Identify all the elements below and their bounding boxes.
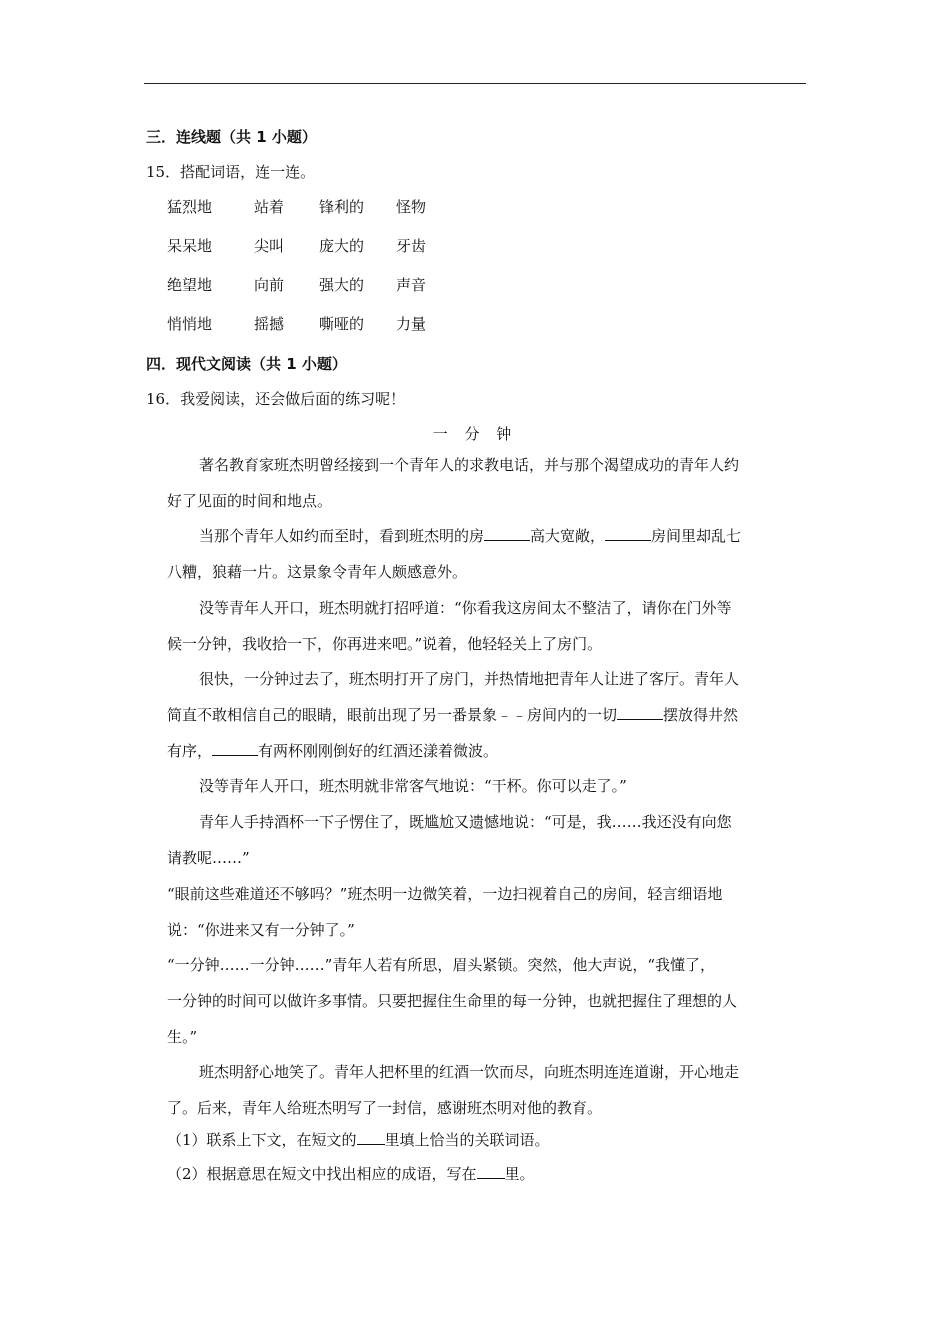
- text-line: 候一分钟，我收拾一下，你再进来吧。”说着，他轻轻关上了房门。: [167, 635, 603, 653]
- text-span: 里填上恰当的关联词语。: [384, 1131, 550, 1149]
- grid-cell: 尖叫: [254, 237, 285, 255]
- grid-cell: 呆呆地: [167, 237, 213, 255]
- fill-blank[interactable]: [617, 705, 663, 720]
- grid-cell: 牙齿: [396, 237, 427, 255]
- grid-cell: 向前: [254, 276, 285, 294]
- text-line: 著名教育家班杰明曾经接到一个青年人的求教电话，并与那个渴望成功的青年人约: [199, 456, 740, 474]
- text-line: 生。”: [167, 1028, 198, 1046]
- story-paragraph: [167, 1054, 807, 1126]
- sub-question-2: [167, 1163, 535, 1184]
- text-line: 没等青年人开口，班杰明就打招呼道：“你看我这房间太不整洁了，请你在门外等: [199, 599, 732, 617]
- text-span: 简直不敢相信自己的眼睛，眼前出现了另一番景象﹣﹣房间内的一切: [167, 706, 618, 724]
- text-line: 班杰明舒心地笑了。青年人把杯里的红酒一饮而尽，向班杰明连连道谢，开心地走: [199, 1063, 740, 1081]
- fill-blank[interactable]: [357, 1130, 385, 1145]
- grid-cell: 站着: [254, 198, 285, 216]
- text-line: 青年人手持酒杯一下子愣住了，既尴尬又遗憾地说：“可是，我……我还没有向您: [199, 813, 732, 831]
- fill-blank[interactable]: [477, 1164, 505, 1179]
- section-4-heading: 四．现代文阅读（共 1 小题）: [146, 355, 347, 373]
- question-16: 16．我爱阅读，还会做后面的练习呢！: [146, 390, 406, 408]
- fill-blank[interactable]: [212, 741, 258, 756]
- text-line: [167, 518, 807, 554]
- grid-row: [167, 235, 456, 274]
- text-line: 好了见面的时间和地点。: [167, 492, 333, 510]
- section-3-heading: 三．连线题（共 1 小题）: [146, 128, 317, 146]
- header-rule: [144, 83, 806, 84]
- grid-row: [167, 196, 456, 235]
- word-matching-grid: [167, 196, 456, 352]
- grid-row: [167, 274, 456, 313]
- grid-cell: 强大的: [319, 276, 365, 294]
- text-line: “一分钟……一分钟……”青年人若有所思，眉头紧锁。突然，他大声说，“我懂了，: [167, 956, 716, 974]
- text-line: 请教呢……”: [167, 849, 250, 867]
- grid-cell: 锋利的: [319, 198, 365, 216]
- text-line: [167, 733, 807, 769]
- fill-blank[interactable]: [605, 526, 651, 541]
- text-line: [167, 697, 807, 733]
- sub-question-1: [167, 1129, 550, 1150]
- text-line: 说：“你进来又有一分钟了。”: [167, 921, 355, 939]
- grid-cell: 声音: [396, 276, 427, 294]
- text-line: 没等青年人开口，班杰明就非常客气地说：“干杯。你可以走了。”: [199, 777, 627, 795]
- story-title: 一 分 钟: [432, 425, 518, 443]
- grid-cell: 力量: [396, 315, 427, 333]
- text-span: 房间里却乱七: [651, 527, 742, 545]
- text-line: 了。后来，青年人给班杰明写了一封信，感谢班杰明对他的教育。: [167, 1099, 603, 1117]
- grid-cell: 庞大的: [319, 237, 365, 255]
- text-span: 有序，: [167, 742, 213, 760]
- story-paragraph: [167, 947, 807, 1055]
- text-line: 八糟，狼藉一片。这景象令青年人颇感意外。: [167, 563, 468, 581]
- text-span: 有两杯刚刚倒好的红酒还漾着微波。: [258, 742, 499, 760]
- grid-cell: 猛烈地: [167, 198, 213, 216]
- text-span: （2）根据意思在短文中找出相应的成语，写在: [167, 1165, 477, 1183]
- grid-cell: 怪物: [396, 198, 427, 216]
- story-paragraph: [167, 876, 807, 948]
- grid-row: [167, 313, 456, 352]
- text-span: 摆放得井然: [663, 706, 739, 724]
- grid-cell: 悄悄地: [167, 315, 213, 333]
- text-line: 很快，一分钟过去了，班杰明打开了房门，并热情地把青年人让进了客厅。青年人: [199, 670, 740, 688]
- grid-cell: 绝望地: [167, 276, 213, 294]
- question-15: 15．搭配词语，连一连。: [146, 163, 316, 181]
- story-paragraph: [167, 661, 807, 769]
- story-paragraph: [167, 804, 807, 876]
- story-paragraph: [167, 518, 807, 590]
- text-line: “眼前这些难道还不够吗？”班杰明一边微笑着，一边扫视着自己的房间，轻言细语地: [167, 885, 723, 903]
- text-span: 当那个青年人如约而至时，看到班杰明的房: [199, 527, 485, 545]
- text-line: 一分钟的时间可以做许多事情。只要把握住生命里的每一分钟，也就把握住了理想的人: [167, 992, 738, 1010]
- text-span: 高大宽敞，: [530, 527, 606, 545]
- story-paragraph: [167, 768, 807, 804]
- text-span: （1）联系上下文，在短文的: [167, 1131, 357, 1149]
- fill-blank[interactable]: [484, 526, 530, 541]
- grid-cell: 嘶哑的: [319, 315, 365, 333]
- story-paragraph: [167, 590, 807, 662]
- text-span: 里。: [504, 1165, 535, 1183]
- story-paragraph: [167, 447, 807, 519]
- grid-cell: 摇撼: [254, 315, 285, 333]
